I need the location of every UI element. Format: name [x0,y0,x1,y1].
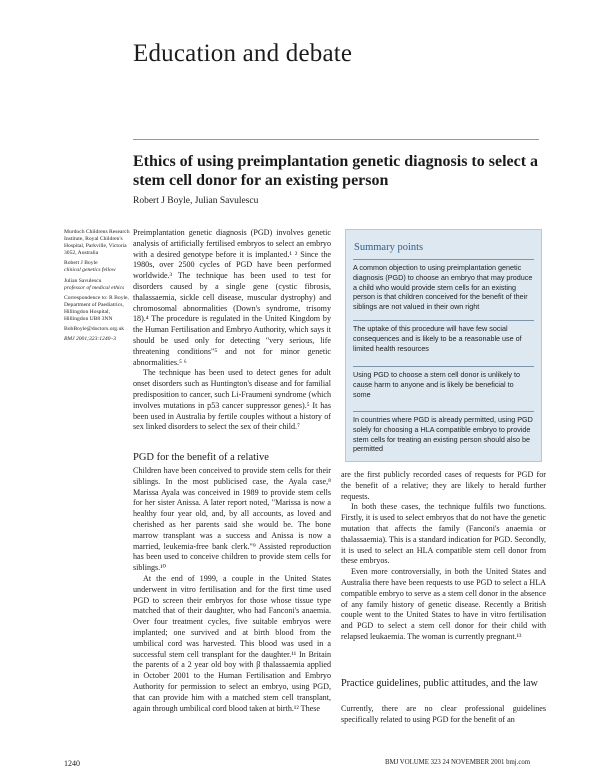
summary-item: A common objection to using preimplantation genetic diagnosis (PGD) to choose an embryo that may produce a child who would provide stem cells for an existing person is that children conceived for the benefit of their siblings are not valued in their own right [353,263,533,312]
section-title: Education and debate [133,40,353,67]
divider [353,366,534,367]
paragraph: At the end of 1999, a couple in the United States underwent in vitro fertilisation and for the first time used PGD to screen their embryos for those whose tissue type matched that of their daughter, who had Fanconi's anaemia. Over four treatment cycles, five suitable embryos were implanted; one survived and at birth blood from the umbilical cord was harvested. This blood was used in a successful stem cell transplant for the daughter.¹¹ In Britain the parents of a 2 year old boy with β thalassaemia applied in October 2001 to the Human Fertilisation and Embryo Authority for permission to select an embryo, using PGD, that can provide him with a matched stem cell transplant, again through umbilical cord blood taken at birth.¹² These [133,573,331,713]
author-name: Julian Savulescu [64,277,102,284]
journal-info: BMJ VOLUME 323 24 NOVEMBER 2001 bmj.com [385,759,531,766]
author-role: professor of medical ethics [64,284,125,291]
correspondence-text: Correspondence to: R Boyle, Department of Paediatrics, Hillingdon Hospital, Hillingdon UB8 3NN [64,294,129,323]
subheading: Practice guidelines, public attitudes, and the law [341,678,538,689]
summary-item: Using PGD to choose a stem cell donor is unlikely to cause harm to anyone and is likely be beneficial to some [353,370,520,399]
divider [353,259,534,260]
citation: BMJ 2001;323:1240–3 [64,336,117,343]
body-text-left [133,466,331,714]
divider [353,411,534,412]
affiliation-text: Murdoch Childrens Research Institute, Royal Children's Hospital, Parkville, Victoria 3052, Australia [64,229,130,257]
paragraph: The technique has been used to detect genes for adult onset disorders such as Huntington's disease and for familial predisposition to cancer, such Li-Fraumeni syndrome (which involves mutations in p53 cancer suppressor genes).⁵ It has been used in Australia by fertile couples without a history of sex linked disorders to select the sex of their child.⁷ [133,368,331,432]
paragraph: Children have been conceived to provide stem cells for their siblings. In the most publicised case, the Ayala case,⁸ Marissa Ayala was conceived in 1989 to provide stem cells for her sister Anissa. A later report noted, "Marissa is now a healthy four year old, and, by all accounts, as loved and cherished as her parents said she would be. The bone marrow transplant was a success and Anissa is now a married, leukemia-free bank clerk."⁹ Assisted reproduction has been used to conceive children to provide stem cells for siblings.¹⁰ [133,466,331,573]
intro-text [133,228,331,433]
article-title: Ethics of using preimplantation genetic diagnosis to select a stem cell donor for an existing person [133,153,539,189]
paragraph: Currently, there are no clear professional guidelines specifically related to using PGD for the benefit of an [341,704,546,724]
author-name: Robert J Boyle [64,260,98,267]
paragraph: Even more controversially, in both the United States and Australia there have been requests to use PGD to select a HLA compatible embryo to serve as a stem cell donor in the absence of any family history of genetic disease. Recently a British couple went to the United States to have in vitro fertilisation and PGD to select a stem cell donor for their child with relapsed leukaemia. The woman is currently pregnant.¹³ [341,567,546,641]
summary-heading: Summary points [354,242,424,253]
body-text-right-continued [341,704,546,726]
subheading: PGD for the benefit of a relative [133,452,269,463]
divider [353,320,534,321]
paragraph: Preimplantation genetic diagnosis (PGD) involves genetic analysis of artificially fertilised embryos to select an embryo with a desired genotype before it is implanted.¹ ² Since the 1980s, over 2500 cycles of PGD have been performed worldwide.³ The technique has been used to test for disorders caused by a single gene (cystic fibrosis, thalassaemia, sickle cell disease, muscular dystrophy) and chromosomal abnormalities (Down's syndrome, trisomy 18).⁴ The procedure is regulated in the United Kingdom by the Human Fertilisation and Embryo Authority, which says it should be used only for detecting "very serious, life threatening conditions"⁵ and not for minor genetic abnormalities.⁵ ⁶ [133,228,331,367]
authors: Robert J Boyle, Julian Savulescu [133,196,259,206]
page-number: 1240 [64,759,80,768]
author-affiliations [64,229,130,346]
email-link[interactable]: BobBoyle@doctors.org.uk [64,326,125,333]
top-rule [133,139,539,140]
body-text-right [341,470,546,643]
paragraph: In both these cases, the technique fulfils two functions. Firstly, it is used to select embryos that do not have the genetic mutation that affects the family (Fanconi's anaemia or thalassaemia). This is a standard indication for PGD. Secondly, it is used to select an HLA compatible stem cell donor from these embryos. [341,502,546,566]
paragraph: are the first publicly recorded cases of requests for PGD for the benefit of a relative; they are likely to herald further requests. [341,470,546,501]
summary-box [345,229,542,462]
summary-item: The uptake of this procedure will have few social consequences and is likely to be a reasonable use of limited health resources [353,324,522,353]
summary-item: In countries where PGD is already permitted, using PGD solely for choosing a HLA compatible embryo to provide stem cells for treating an existing person should also be permitted [353,415,533,454]
author-role: clinical genetics fellow [64,267,116,274]
